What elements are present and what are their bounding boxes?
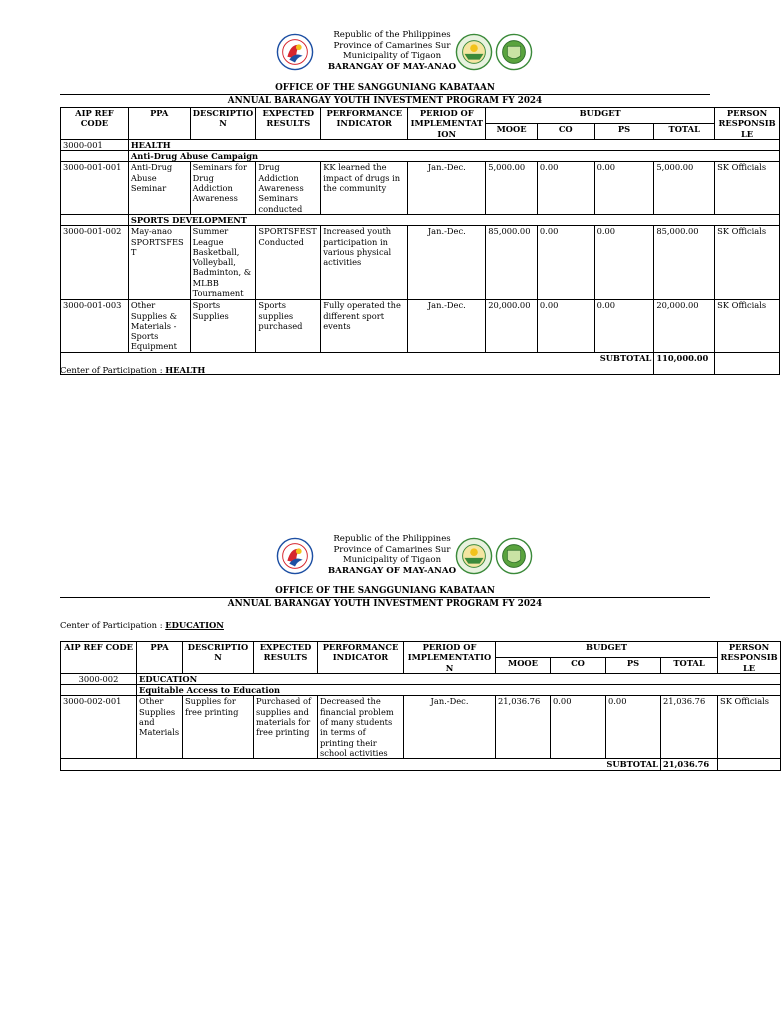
col-header-mooe: MOOE <box>496 657 551 673</box>
cop-value: HEALTH <box>165 365 206 375</box>
header-text <box>322 30 462 72</box>
cop-label: Center of Participation : <box>60 620 166 630</box>
cell-performance: Increased youth participation in various physical activities <box>321 226 408 300</box>
header-province: Province of Camarines Sur <box>333 40 451 51</box>
cell-person: SK Officials <box>715 226 780 300</box>
subcategory-name: SPORTS DEVELOPMENT <box>128 214 779 225</box>
education-aip-table <box>60 641 781 771</box>
subcategory-row <box>61 214 780 225</box>
cell-ps: 0.00 <box>594 226 654 300</box>
header-barangay: BARANGAY OF MAY-ANAO <box>327 565 457 576</box>
col-header-mooe: MOOE <box>486 123 538 139</box>
col-header-total: TOTAL <box>661 657 718 673</box>
header-barangay: BARANGAY OF MAY-ANAO <box>327 61 457 72</box>
col-header-ppa: PPA <box>137 642 183 674</box>
col-header-ps: PS <box>606 657 661 673</box>
subcategory-row <box>61 151 780 162</box>
cell-ppa: Other Supplies & Materials - Sports Equipment <box>128 300 190 352</box>
cell-person: SK Officials <box>715 300 780 352</box>
cell-period: Jan.-Dec. <box>408 300 486 352</box>
col-header-period: PERIOD OF IMPLEMENTATION <box>408 108 486 140</box>
col-header-expected: EXPECTED RESULTS <box>254 642 318 674</box>
cell-co: 0.00 <box>537 226 594 300</box>
cell-period: Jan.-Dec. <box>408 226 486 300</box>
subcategory-name: Equitable Access to Education <box>137 685 781 696</box>
barangay-seal-icon <box>455 30 493 74</box>
health-aip-table <box>60 107 780 375</box>
cell-total: 85,000.00 <box>654 226 715 300</box>
col-header-performance: PERFORMANCE INDICATOR <box>318 642 404 674</box>
col-header-aip: AIP REF CODE <box>61 108 129 140</box>
table-header-row <box>61 108 780 124</box>
cell-performance: Fully operated the different sport events <box>321 300 408 352</box>
office-title: OFFICE OF THE SANGGUNIANG KABATAAN <box>275 586 495 596</box>
center-of-participation-health <box>60 365 205 375</box>
cell-mooe: 5,000.00 <box>486 162 538 214</box>
cell-ppa: Other Supplies and Materials <box>137 696 183 759</box>
cell-period: Jan.-Dec. <box>404 696 496 759</box>
col-header-budget: BUDGET <box>496 642 718 658</box>
header-republic: Republic of the Philippines <box>333 534 451 544</box>
category-name: HEALTH <box>128 139 779 150</box>
cell-co: 0.00 <box>537 162 594 214</box>
cell-total: 21,036.76 <box>661 696 718 759</box>
cell-mooe: 20,000.00 <box>486 300 538 352</box>
col-header-person: PERSON RESPONSIBLE <box>715 108 780 140</box>
subtotal-value: 21,036.76 <box>661 759 718 770</box>
cell-expected: Drug Addiction Awareness Seminars conducted <box>256 162 321 214</box>
cell-description: Sports Supplies <box>190 300 256 352</box>
cell-code: 3000-001-002 <box>61 226 129 300</box>
table-row <box>61 162 780 214</box>
category-name: EDUCATION <box>137 673 781 684</box>
title-divider <box>60 597 710 598</box>
cell-performance: Decreased the financial problem of many students in terms of printing their school activities <box>318 696 404 759</box>
header-text <box>322 534 462 576</box>
program-title: ANNUAL BARANGAY YOUTH INVESTMENT PROGRAM FY 2024 <box>227 96 543 106</box>
table-row <box>61 696 781 759</box>
tigaon-seal-icon <box>495 534 533 578</box>
tigaon-seal-icon <box>495 30 533 74</box>
office-title: OFFICE OF THE SANGGUNIANG KABATAAN <box>275 83 495 93</box>
cell-total: 20,000.00 <box>654 300 715 352</box>
cell-expected: Purchased of supplies and materials for free printing <box>254 696 318 759</box>
document-header <box>274 30 544 80</box>
cell-description: Seminars for Drug Addiction Awareness <box>190 162 256 214</box>
program-title: ANNUAL BARANGAY YOUTH INVESTMENT PROGRAM FY 2024 <box>227 599 543 609</box>
col-header-co: CO <box>537 123 594 139</box>
subtotal-label: SUBTOTAL <box>61 352 654 374</box>
cell-ps: 0.00 <box>594 300 654 352</box>
col-header-aip: AIP REF CODE <box>61 642 137 674</box>
col-header-expected: EXPECTED RESULTS <box>256 108 321 140</box>
header-municipality: Municipality of Tigaon <box>342 51 442 62</box>
category-row <box>61 673 781 684</box>
cell-co: 0.00 <box>551 696 606 759</box>
subcategory-name: Anti-Drug Abuse Campaign <box>128 151 779 162</box>
table-row <box>61 300 780 352</box>
header-municipality: Municipality of Tigaon <box>342 555 442 566</box>
section-education <box>0 534 778 774</box>
subtotal-value: 110,000.00 <box>654 352 715 374</box>
sk-logo-icon <box>276 30 314 74</box>
cell-expected: SPORTSFEST Conducted <box>256 226 321 300</box>
col-header-ps: PS <box>594 123 654 139</box>
cell-person: SK Officials <box>715 162 780 214</box>
cell-period: Jan.-Dec. <box>408 162 486 214</box>
cell-ps: 0.00 <box>594 162 654 214</box>
subcategory-row <box>61 685 781 696</box>
category-code: 3000-002 <box>61 673 137 684</box>
cell-code: 3000-001-001 <box>61 162 129 214</box>
header-province: Province of Camarines Sur <box>333 544 451 555</box>
cell-ps: 0.00 <box>606 696 661 759</box>
col-header-total: TOTAL <box>654 123 715 139</box>
cell-co: 0.00 <box>537 300 594 352</box>
col-header-description: DESCRIPTION <box>190 108 256 140</box>
subtotal-label: SUBTOTAL <box>61 759 661 770</box>
cell-code: 3000-002-001 <box>61 696 137 759</box>
cell-code: 3000-001-003 <box>61 300 129 352</box>
col-header-description: DESCRIPTION <box>183 642 254 674</box>
cop-value: EDUCATION <box>165 620 224 630</box>
cell-mooe: 21,036.76 <box>496 696 551 759</box>
col-header-person: PERSON RESPONSIBLE <box>718 642 781 674</box>
section-health <box>0 0 776 380</box>
center-of-participation-education <box>60 620 224 630</box>
col-header-co: CO <box>551 657 606 673</box>
cell-mooe: 85,000.00 <box>486 226 538 300</box>
document-header <box>274 534 544 584</box>
table-row <box>61 226 780 300</box>
cell-expected: Sports supplies purchased <box>256 300 321 352</box>
table-header-row <box>61 642 781 658</box>
header-republic: Republic of the Philippines <box>333 30 451 40</box>
cell-ppa: Anti-Drug Abuse Seminar <box>128 162 190 214</box>
subtotal-row <box>61 759 781 770</box>
cell-description: Summer League Basketball, Volleyball, Badminton, & MLBB Tournament <box>190 226 256 300</box>
cell-total: 5,000.00 <box>654 162 715 214</box>
sk-logo-icon <box>276 534 314 578</box>
col-header-budget: BUDGET <box>486 108 715 124</box>
col-header-ppa: PPA <box>128 108 190 140</box>
category-code: 3000-001 <box>61 139 129 150</box>
col-header-performance: PERFORMANCE INDICATOR <box>321 108 408 140</box>
cell-person: SK Officials <box>718 696 781 759</box>
title-divider <box>60 94 710 95</box>
cop-label: Center of Participation : <box>60 365 166 375</box>
category-row <box>61 139 780 150</box>
cell-ppa: May-anao SPORTSFEST <box>128 226 190 300</box>
barangay-seal-icon <box>455 534 493 578</box>
cell-description: Supplies for free printing <box>183 696 254 759</box>
col-header-period: PERIOD OF IMPLEMENTATION <box>404 642 496 674</box>
cell-performance: KK learned the impact of drugs in the community <box>321 162 408 214</box>
